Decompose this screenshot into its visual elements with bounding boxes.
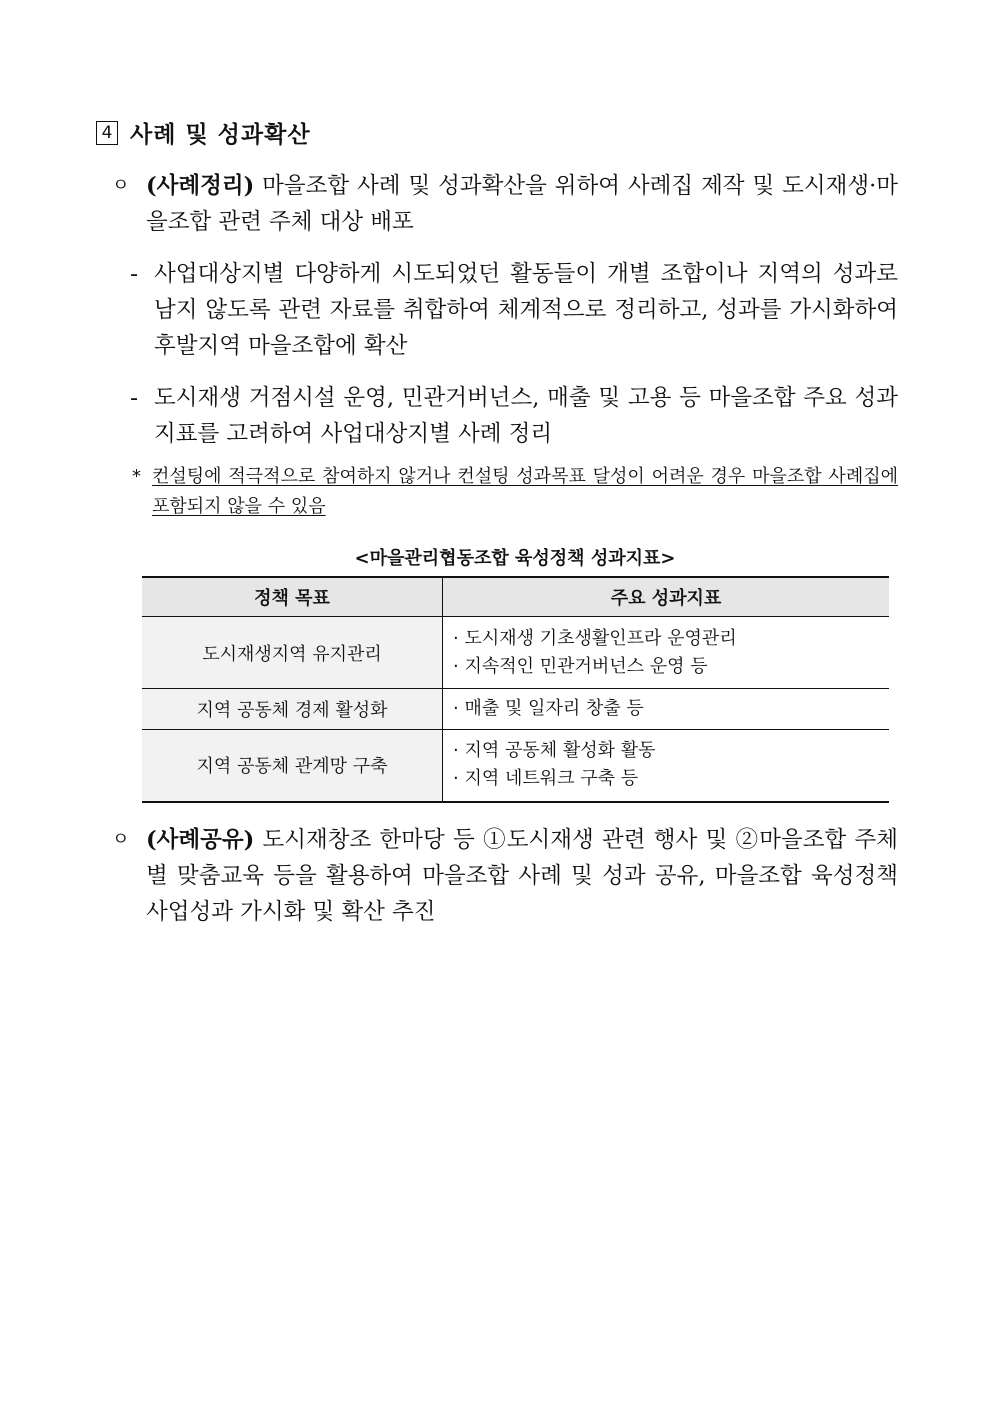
indicator-item: · 매출 및 일자리 창출 등	[453, 698, 644, 719]
table-header-row	[142, 577, 889, 617]
dash-bullet-icon: -	[130, 261, 139, 287]
indicator-item: · 지속적인 민관거버넌스 운영 등	[453, 655, 708, 677]
circle-bullet-icon: ㅇ	[112, 175, 130, 196]
indicator-item: · 지역 네트워크 구축 등	[453, 768, 639, 790]
sub-item-text: 도시재생 거점시설 운영, 민관거버넌스, 매출 및 고용 등 마을조합 주요 성과지표를 고려하여 사업대상지별 사례 정리	[154, 385, 898, 447]
dash-bullet-icon: -	[130, 385, 139, 411]
performance-indicator-table	[142, 576, 889, 803]
asterisk-icon: *	[132, 466, 141, 487]
sub-item-2	[130, 380, 898, 452]
table-caption: <마을관리협동조합 육성정책 성과지표>	[354, 548, 676, 569]
indicator-cell	[443, 730, 890, 802]
item-case-organize	[112, 168, 898, 240]
section-title: 사례 및 성과확산	[130, 121, 311, 148]
policy-goal-cell: 지역 공동체 관계망 구축	[142, 730, 443, 802]
table-row	[142, 730, 889, 802]
sub-item-1	[130, 256, 898, 364]
footnote-text: 컨설팅에 적극적으로 참여하지 않거나 컨설팅 성과목표 달성이 어려운 경우 마을조합 사례집에 포함되지 않을 수 있음	[152, 466, 898, 517]
item-label: (사례정리)	[146, 173, 255, 199]
section-heading	[96, 116, 311, 149]
indicator-item: · 도시재생 기초생활인프라 운영관리	[453, 627, 737, 649]
column-header-indicator: 주요 성과지표	[443, 577, 890, 617]
policy-goal-cell: 도시재생지역 유지관리	[142, 617, 443, 689]
column-header-goal: 정책 목표	[142, 577, 443, 617]
indicator-cell	[443, 689, 890, 730]
item-label: (사례공유)	[146, 827, 255, 853]
indicator-cell	[443, 617, 890, 689]
section-number-box: 4	[96, 121, 118, 145]
item-text: 마을조합 사례 및 성과확산을 위하여 사례집 제작 및 도시재생·마을조합 관련 주체 대상 배포	[146, 173, 898, 235]
item-case-share	[112, 822, 898, 930]
sub-item-text: 사업대상지별 다양하게 시도되었던 활동들이 개별 조합이나 지역의 성과로 남지 않도록 관련 자료를 취합하여 체계적으로 정리하고, 성과를 가시화하여 후발지역 마을조합에 확산	[154, 261, 898, 359]
indicator-item: · 지역 공동체 활성화 활동	[453, 740, 656, 762]
footnote	[132, 462, 898, 522]
table-row	[142, 689, 889, 730]
policy-goal-cell: 지역 공동체 경제 활성화	[142, 689, 443, 730]
table-row	[142, 617, 889, 689]
circle-bullet-icon: ㅇ	[112, 829, 130, 850]
item-text: 도시재창조 한마당 등 ①도시재생 관련 행사 및 ②마을조합 주체별 맞춤교육 등을 활용하여 마을조합 사례 및 성과 공유, 마을조합 육성정책 사업성과 가시화 및 확산 추진	[146, 827, 898, 925]
